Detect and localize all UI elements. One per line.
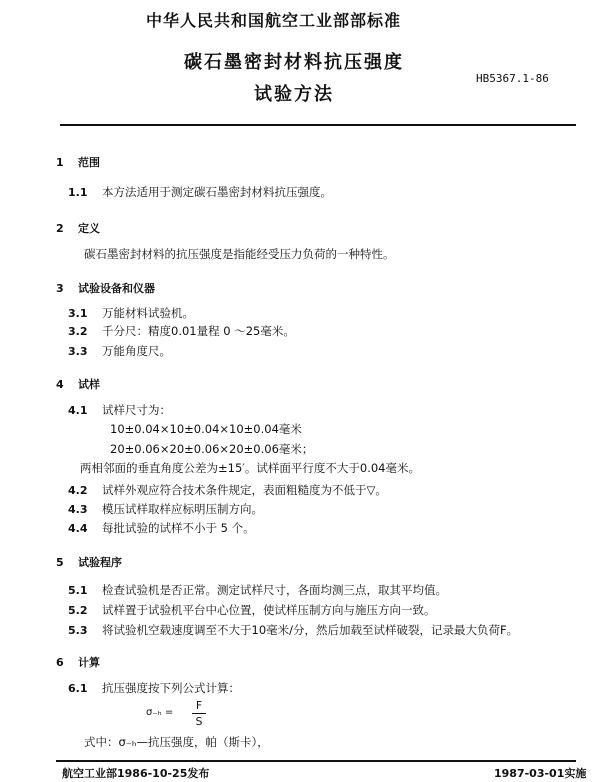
formula-denominator: S	[195, 715, 203, 728]
clause-3-1: 3.1 万能材料试验机。	[68, 306, 194, 320]
formula-fraction	[192, 699, 206, 728]
formula-where-clause: 式中：σ₋ₕ—抗压强度，帕（斯卡），	[84, 735, 269, 749]
formula-numerator: F	[195, 699, 203, 712]
specimen-dimension-small: 10±0.04×10±0.04×10±0.04毫米	[110, 422, 302, 436]
issuing-organization: 中华人民共和国航空工业部部标准	[146, 11, 402, 30]
clause-5-3: 5.3 将试验机空载速度调至不大于10毫米/分，然后加载至试样破裂，记录最大负荷F。	[68, 623, 519, 637]
clause-4-2: 4.2 试样外观应符合技术条件规定，表面粗糙度为不低于▽。	[68, 483, 387, 497]
clause-5-1: 5.1 检查试验机是否正常。测定试样尺寸，各面均测三点，取其平均值。	[68, 583, 447, 597]
section-1-heading: 1 范围	[56, 156, 100, 169]
fraction-bar	[192, 713, 206, 714]
section-2-heading: 2 定义	[56, 222, 100, 235]
footer-divider	[56, 760, 576, 762]
clause-1-1: 1.1 本方法适用于测定碳石墨密封材料抗压强度。	[68, 185, 332, 199]
clause-4-4: 4.4 每批试验的试样不小于 5 个。	[68, 521, 255, 535]
clause-5-2: 5.2 试样置于试验机平台中心位置，使试样压制方向与施压方向一致。	[68, 603, 436, 617]
effective-date: 1987-03-01实施	[494, 767, 587, 780]
document-title-line1: 碳石墨密封材料抗压强度	[184, 52, 404, 73]
standard-code: HB5367.1-86	[476, 72, 549, 85]
header-divider	[60, 124, 576, 126]
section-4-heading: 4 试样	[56, 378, 100, 391]
clause-3-2: 3.2 千分尺：精度0.01量程 0 ～25毫米。	[68, 324, 295, 338]
section-5-heading: 5 试验程序	[56, 556, 122, 569]
formula-lhs: σ₋ₕ =	[146, 707, 174, 718]
issue-date: 航空工业部1986-10-25发布	[62, 767, 210, 780]
clause-4-1: 4.1 试样尺寸为：	[68, 403, 171, 417]
tolerance-text: 两相邻面的垂直角度公差为±15′。试样面平行度不大于0.04毫米。	[80, 461, 420, 475]
clause-3-3: 3.3 万能角度尺。	[68, 344, 171, 358]
clause-4-3: 4.3 模压试样取样应标明压制方向。	[68, 502, 263, 516]
definition-text: 碳石墨密封材料的抗压强度是指能经受压力负荷的一种特性。	[84, 247, 395, 261]
clause-6-1: 6.1 抗压强度按下列公式计算：	[68, 681, 240, 695]
section-6-heading: 6 计算	[56, 656, 100, 669]
document-title-line2: 试验方法	[254, 84, 334, 105]
section-3-heading: 3 试验设备和仪器	[56, 282, 155, 295]
specimen-dimension-large: 20±0.06×20±0.06×20±0.06毫米；	[110, 442, 314, 456]
